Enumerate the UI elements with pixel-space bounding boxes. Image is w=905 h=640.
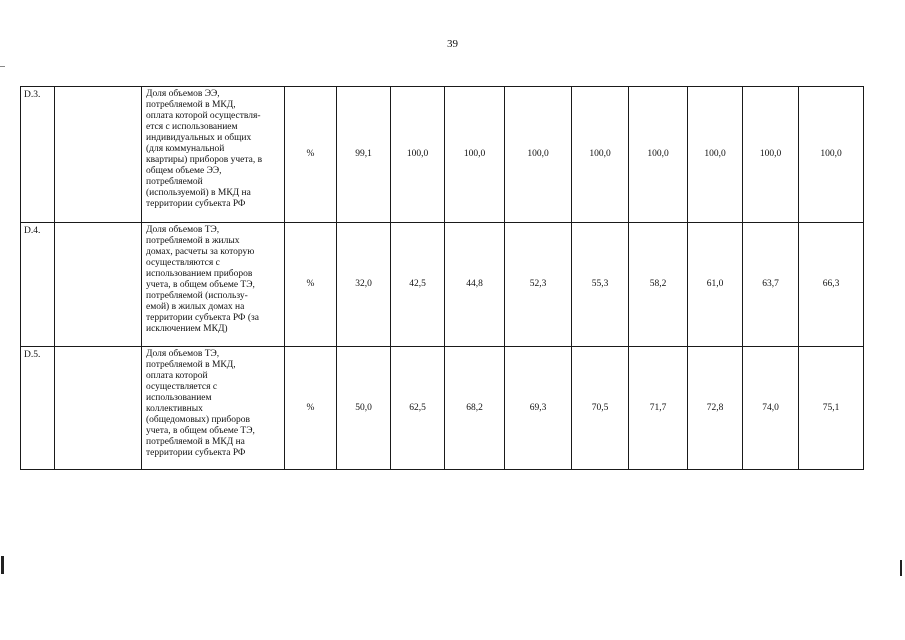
table-row: [21, 347, 864, 470]
row-code: D.3.: [21, 87, 55, 223]
value-cell: 100,0: [688, 87, 743, 223]
value-cell: 74,0: [743, 347, 799, 470]
value-cell: 61,0: [688, 223, 743, 347]
row-code: D.5.: [21, 347, 55, 470]
value-cell: 58,2: [629, 223, 688, 347]
value-cell: 70,5: [572, 347, 629, 470]
value-cell: 68,2: [445, 347, 505, 470]
value-cell: 32,0: [337, 223, 391, 347]
value-cell: 100,0: [743, 87, 799, 223]
page-number: 39: [447, 38, 458, 50]
value-cell: 55,3: [572, 223, 629, 347]
value-cell: 99,1: [337, 87, 391, 223]
row-description: Доля объемов ЭЭ, потребляемой в МКД, оплата которой осуществля- ется с использованием индивидуальных и общих (для коммунальной квартиры) приборов учета, в общем объеме ЭЭ, потребляемой (используемой) в МКД на территории субъекта РФ: [142, 87, 285, 223]
value-cell: 42,5: [391, 223, 445, 347]
value-cell: 72,8: [688, 347, 743, 470]
value-cell: 100,0: [799, 87, 864, 223]
table-row: [21, 223, 864, 347]
value-cell: 71,7: [629, 347, 688, 470]
value-cell: 63,7: [743, 223, 799, 347]
row-unit: %: [285, 347, 337, 470]
value-cell: 44,8: [445, 223, 505, 347]
value-cell: 75,1: [799, 347, 864, 470]
scan-edge-mark-left: [1, 556, 4, 574]
empty-cell: [55, 347, 142, 470]
value-cell: 62,5: [391, 347, 445, 470]
scan-edge-tick-left: [0, 66, 5, 67]
value-cell: 100,0: [572, 87, 629, 223]
row-unit: %: [285, 87, 337, 223]
value-cell: 66,3: [799, 223, 864, 347]
value-cell: 69,3: [505, 347, 572, 470]
empty-cell: [55, 223, 142, 347]
value-cell: 100,0: [629, 87, 688, 223]
row-unit: %: [285, 223, 337, 347]
row-description: Доля объемов ТЭ, потребляемой в МКД, оплата которой осуществляется с использованием коллективных (общедомовых) приборов учета, в общем объеме ТЭ, потребляемой в МКД на территории субъекта РФ: [142, 347, 285, 470]
row-code: D.4.: [21, 223, 55, 347]
value-cell: 100,0: [505, 87, 572, 223]
value-cell: 50,0: [337, 347, 391, 470]
row-description: Доля объемов ТЭ, потребляемой в жилых домах, расчеты за которую осуществляются с использованием приборов учета, в общем объеме ТЭ, потребляемой (использу- емой) в жилых домах на территории субъекта РФ (за исключением МКД): [142, 223, 285, 347]
scan-edge-mark-right: [900, 560, 902, 576]
empty-cell: [55, 87, 142, 223]
value-cell: 100,0: [445, 87, 505, 223]
table-row: [21, 87, 864, 223]
value-cell: 100,0: [391, 87, 445, 223]
value-cell: 52,3: [505, 223, 572, 347]
indicator-table: [20, 86, 864, 470]
